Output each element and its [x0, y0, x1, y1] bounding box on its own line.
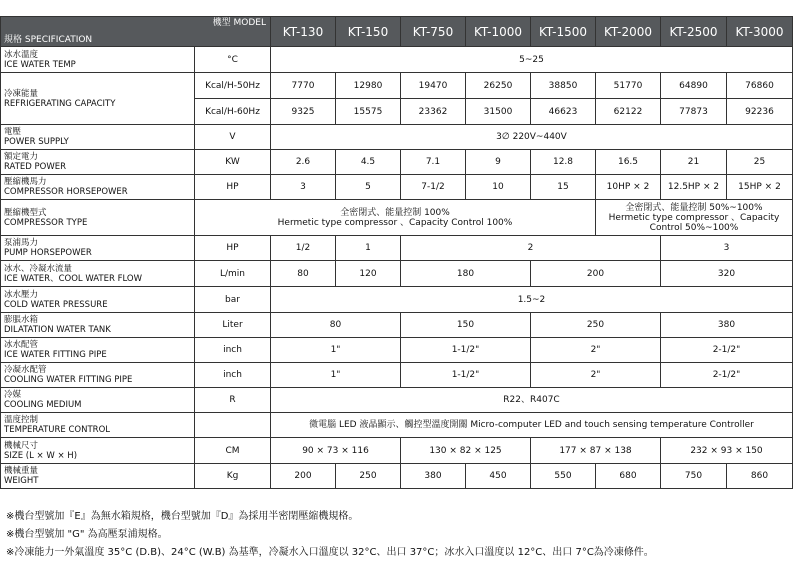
value-cell: 200: [531, 261, 661, 287]
unit-cell: bar: [195, 287, 271, 313]
model-header: KT-3000: [727, 17, 793, 47]
value-cell: 80: [271, 313, 401, 338]
unit-cell: L/min: [195, 261, 271, 287]
row-refrigerating-50hz: [1, 73, 793, 99]
row-cooling-medium: [1, 388, 793, 413]
header-corner: [1, 17, 271, 47]
value-cell: 320: [661, 261, 793, 287]
value-cell: 680: [596, 464, 661, 489]
row-label: 冷媒 COOLING MEDIUM: [1, 388, 195, 413]
model-header: KT-1000: [466, 17, 531, 47]
value-cell: 130 × 82 × 125: [401, 438, 531, 464]
row-tank: [1, 313, 793, 338]
unit-cell: °C: [195, 47, 271, 73]
row-label: 冷凝水配管 COOLING WATER FITTING PIPE: [1, 363, 195, 388]
value-cell: 1-1/2": [401, 363, 531, 388]
value-cell: 25: [727, 150, 793, 175]
value-cell: 450: [466, 464, 531, 489]
value-cell: 380: [401, 464, 466, 489]
row-label: 機械重量 WEIGHT: [1, 464, 195, 489]
value-cell: 750: [661, 464, 727, 489]
value-cell: 2.6: [271, 150, 336, 175]
row-label: 電壓 POWER SUPPLY: [1, 125, 195, 150]
value-cell: 380: [661, 313, 793, 338]
model-header: KT-2000: [596, 17, 661, 47]
value-cell: 250: [336, 464, 401, 489]
value-cell: 9: [466, 150, 531, 175]
row-power-supply: [1, 125, 793, 150]
model-header: KT-2500: [661, 17, 727, 47]
value-cell: 90 × 73 × 116: [271, 438, 401, 464]
value-cell: 1": [271, 363, 401, 388]
value-cell: R22、R407C: [271, 388, 793, 413]
value-cell: 3∅ 220V~440V: [271, 125, 793, 150]
value-cell: 76860: [727, 73, 793, 99]
row-label: 溫度控制 TEMPERATURE CONTROL: [1, 413, 195, 438]
row-ice-water-temp: [1, 47, 793, 73]
unit-cell: inch: [195, 363, 271, 388]
value-cell: 38850: [531, 73, 596, 99]
value-cell: 51770: [596, 73, 661, 99]
value-cell: 16.5: [596, 150, 661, 175]
value-cell: 4.5: [336, 150, 401, 175]
row-cold-water-pressure: [1, 287, 793, 313]
row-label: 額定電力 RATED POWER: [1, 150, 195, 175]
value-cell: 15HP × 2: [727, 175, 793, 200]
footnote: ※機台型號加 "G" 為高壓泵浦規格。: [6, 529, 168, 540]
unit-cell: HP: [195, 175, 271, 200]
value-cell: 26250: [466, 73, 531, 99]
value-cell: 177 × 87 × 138: [531, 438, 661, 464]
unit-cell: Liter: [195, 313, 271, 338]
model-label: 機型 MODEL: [212, 18, 266, 28]
value-cell: 15: [531, 175, 596, 200]
value-cell: 2": [531, 363, 661, 388]
footnote: ※機台型號加『E』為無水箱規格，機台型號加『D』為採用半密閉壓縮機規格。: [6, 511, 359, 522]
spec-table: [0, 16, 793, 489]
value-cell: 7.1: [401, 150, 466, 175]
header-row: [1, 17, 793, 47]
row-cool-pipe: [1, 363, 793, 388]
model-header: KT-150: [336, 17, 401, 47]
unit-cell: Kcal/H-50Hz: [195, 73, 271, 99]
value-cell: 1.5~2: [271, 287, 793, 313]
row-label: 機械尺寸 SIZE (L × W × H): [1, 438, 195, 464]
row-label: 冰水壓力 COLD WATER PRESSURE: [1, 287, 195, 313]
value-cell: 550: [531, 464, 596, 489]
row-weight: [1, 464, 793, 489]
value-cell: 150: [401, 313, 531, 338]
value-cell: 10: [466, 175, 531, 200]
row-compressor-hp: [1, 175, 793, 200]
footnote: ※冷凍能力一外氣溫度 35°C (D.B)、24°C (W.B) 為基準，冷凝水入口溫度以 32°C、出口 37°C；冰水入口溫度以 12°C、出口 7°C為冷凍條件。: [6, 547, 654, 558]
unit-cell: CM: [195, 438, 271, 464]
row-water-flow: [1, 261, 793, 287]
value-cell: 12.8: [531, 150, 596, 175]
unit-cell: HP: [195, 236, 271, 261]
unit-cell: R: [195, 388, 271, 413]
value-cell: 21: [661, 150, 727, 175]
value-cell: 31500: [466, 99, 531, 125]
unit-cell: [195, 413, 271, 438]
row-pump-hp: [1, 236, 793, 261]
unit-cell: inch: [195, 338, 271, 363]
row-temperature-control: [1, 413, 793, 438]
model-header: KT-130: [271, 17, 336, 47]
row-rated-power: [1, 150, 793, 175]
value-cell: 23362: [401, 99, 466, 125]
value-cell: 7770: [271, 73, 336, 99]
value-cell: 77873: [661, 99, 727, 125]
value-cell: 232 × 93 × 150: [661, 438, 793, 464]
unit-cell: V: [195, 125, 271, 150]
value-cell: 200: [271, 464, 336, 489]
value-cell: 1": [271, 338, 401, 363]
value-cell: 12.5HP × 2: [661, 175, 727, 200]
value-cell: 120: [336, 261, 401, 287]
row-label: 冷凍能量 REFRIGERATING CAPACITY: [1, 73, 195, 125]
value-cell: 9325: [271, 99, 336, 125]
value-cell: 3: [271, 175, 336, 200]
value-cell: 2-1/2": [661, 338, 793, 363]
row-compressor-type: [1, 200, 793, 236]
model-header: KT-1500: [531, 17, 596, 47]
row-label: 壓縮機型式 COMPRESSOR TYPE: [1, 200, 195, 236]
spec-label: 規格 SPECIFICATION: [4, 35, 93, 45]
value-cell: 7-1/2: [401, 175, 466, 200]
value-cell: 92236: [727, 99, 793, 125]
model-header: KT-750: [401, 17, 466, 47]
row-ice-pipe: [1, 338, 793, 363]
value-cell: 1-1/2": [401, 338, 531, 363]
value-cell: 64890: [661, 73, 727, 99]
value-cell: 1/2: [271, 236, 336, 261]
value-cell: 5: [336, 175, 401, 200]
value-cell: 2-1/2": [661, 363, 793, 388]
value-cell: 2": [531, 338, 661, 363]
row-label: 泵浦馬力 PUMP HORSEPOWER: [1, 236, 195, 261]
value-cell: 微電腦 LED 液晶顯示、觸控型溫度開關 Micro-computer LED and touch sensing temperature Controller: [271, 413, 793, 438]
unit-cell: Kcal/H-60Hz: [195, 99, 271, 125]
row-label: 冰水溫度 ICE WATER TEMP: [1, 47, 195, 73]
value-cell: 860: [727, 464, 793, 489]
unit-cell: KW: [195, 150, 271, 175]
value-cell: 15575: [336, 99, 401, 125]
value-cell: 46623: [531, 99, 596, 125]
row-label: 冰水、冷凝水流量 ICE WATER、COOL WATER FLOW: [1, 261, 195, 287]
value-cell: 5~25: [271, 47, 793, 73]
value-cell: 250: [531, 313, 661, 338]
row-label: 壓縮機馬力 COMPRESSOR HORSEPOWER: [1, 175, 195, 200]
value-cell: 62122: [596, 99, 661, 125]
row-size: [1, 438, 793, 464]
row-label: 冰水配管 ICE WATER FITTING PIPE: [1, 338, 195, 363]
value-cell: 1: [336, 236, 401, 261]
value-cell: 10HP × 2: [596, 175, 661, 200]
value-cell: 3: [661, 236, 793, 261]
compressor-type-standard: 全密閉式、能量控制 100% Hermetic type compressor 、Capacity Control 100%: [195, 200, 596, 236]
row-label: 膨脹水箱 DILATATION WATER TANK: [1, 313, 195, 338]
value-cell: 80: [271, 261, 336, 287]
unit-cell: Kg: [195, 464, 271, 489]
value-cell: 2: [401, 236, 661, 261]
value-cell: 180: [401, 261, 531, 287]
compressor-type-dual: 全密閉式、能量控制 50%~100% Hermetic type compressor 、Capacity Control 50%~100%: [596, 200, 793, 236]
value-cell: 19470: [401, 73, 466, 99]
footnotes: [6, 508, 654, 562]
value-cell: 12980: [336, 73, 401, 99]
